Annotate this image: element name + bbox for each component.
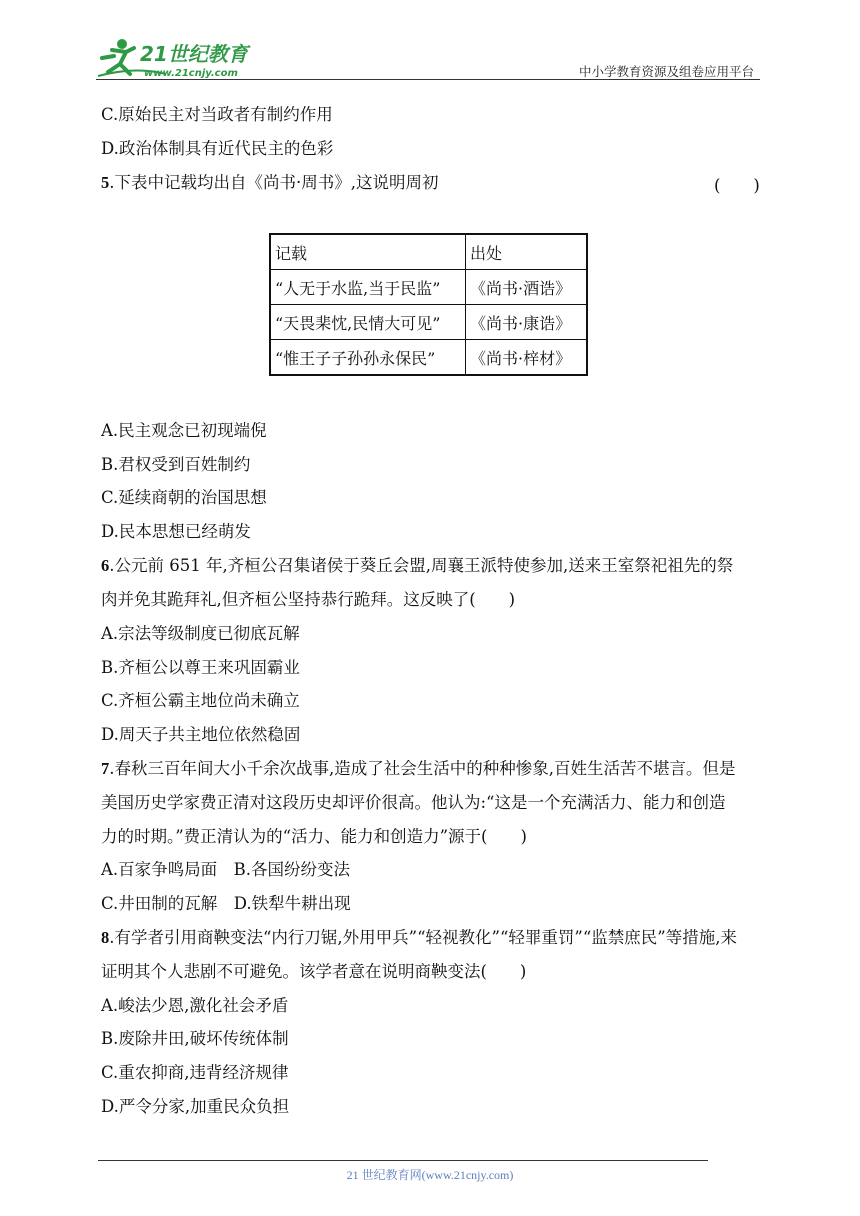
footer-divider xyxy=(98,1160,708,1161)
q8-option-d: D.严令分家,加重民众负担 xyxy=(101,1097,290,1116)
table-cell: 《尚书·酒诰》 xyxy=(466,270,588,305)
q5-stem xyxy=(101,172,439,194)
q6-number: 6 xyxy=(101,556,110,575)
q5-text: .下表中记载均出自《尚书·周书》,这说明周初 xyxy=(109,173,439,192)
table-row xyxy=(270,270,587,305)
q8-option-b: B.废除井田,破坏传统体制 xyxy=(101,1029,289,1048)
q4-option-d: D.政治体制具有近代民主的色彩 xyxy=(101,139,334,158)
q5-option-c: C.延续商朝的治国思想 xyxy=(101,488,267,507)
logo-21cnjy xyxy=(96,36,266,80)
q7-options-cd: C.井田制的瓦解 D.铁犁牛耕出现 xyxy=(101,894,351,913)
table-row xyxy=(270,305,587,340)
q8-text: .有学者引用商鞅变法“内行刀锯,外用甲兵”“轻视教化”“轻罪重罚”“监禁庶民”等措施,来 xyxy=(109,928,737,947)
table-cell: 《尚书·梓材》 xyxy=(466,340,588,376)
q5-option-d: D.民本思想已经萌发 xyxy=(101,522,251,541)
q6-option-c: C.齐桓公霸主地位尚未确立 xyxy=(101,691,300,710)
q7-stem-line1 xyxy=(101,758,736,780)
q6-option-b: B.齐桓公以尊王来巩固霸业 xyxy=(101,658,300,677)
q6-option-a: A.宗法等级制度已彻底瓦解 xyxy=(101,624,300,643)
logo-text: 21世纪教育 xyxy=(140,42,248,66)
table-cell: “惟王子子孙孙永保民” xyxy=(270,340,466,376)
table-cell: 《尚书·康诰》 xyxy=(466,305,588,340)
q8-number: 8 xyxy=(101,928,110,947)
q7-stem-line2: 美国历史学家费正清对这段历史却评价很高。他认为:“这是一个充满活力、能力和创造 xyxy=(101,793,726,812)
table-header-cell: 出处 xyxy=(466,234,588,270)
q8-stem-line1 xyxy=(101,927,737,949)
table-header-cell: 记载 xyxy=(270,234,466,270)
q5-records-table xyxy=(269,233,588,376)
table-header-row xyxy=(270,234,587,270)
table-cell: “人无于水监,当于民监” xyxy=(270,270,466,305)
q5-number: 5 xyxy=(101,173,110,192)
q5-option-a: A.民主观念已初现端倪 xyxy=(101,421,267,440)
q8-option-c: C.重农抑商,违背经济规律 xyxy=(101,1063,289,1082)
q7-stem-line3: 力的时期。”费正清认为的“活力、能力和创造力”源于( ) xyxy=(101,827,527,846)
q8-stem-line2: 证明其个人悲剧不可避免。该学者意在说明商鞅变法( ) xyxy=(101,962,527,981)
q4-option-c: C.原始民主对当政者有制约作用 xyxy=(101,105,333,124)
q7-text: .春秋三百年间大小千余次战事,造成了社会生活中的种种惨象,百姓生活苦不堪言。但是 xyxy=(109,759,736,778)
q7-options-ab: A.百家争鸣局面 B.各国纷纷变法 xyxy=(101,860,351,879)
header-tagline: 中小学教育资源及组卷应用平台 xyxy=(578,64,754,79)
q5-option-b: B.君权受到百姓制约 xyxy=(101,455,251,474)
q7-number: 7 xyxy=(101,759,110,778)
table-row xyxy=(270,340,587,376)
header-divider xyxy=(96,79,760,80)
q6-text: .公元前 651 年,齐桓公召集诸侯于葵丘会盟,周襄王派特使参加,送来王室祭祀祖先的祭 xyxy=(109,556,734,575)
q6-stem-line1 xyxy=(101,555,733,577)
page-header xyxy=(96,30,760,80)
q5-answer-bracket: ( ) xyxy=(714,176,760,195)
q8-option-a: A.峻法少恩,激化社会矛盾 xyxy=(101,996,289,1015)
q6-option-d: D.周天子共主地位依然稳固 xyxy=(101,725,301,744)
logo-url: www.21cnjy.com xyxy=(144,68,238,79)
logo-runner-head xyxy=(117,39,127,49)
table-cell: “天畏棐忱,民情大可见” xyxy=(270,305,466,340)
q6-stem-line2: 肉并免其跪拜礼,但齐桓公坚持恭行跪拜。这反映了( ) xyxy=(101,590,516,609)
footer-source: 21 世纪教育网(www.21cnjy.com) xyxy=(346,1168,514,1182)
